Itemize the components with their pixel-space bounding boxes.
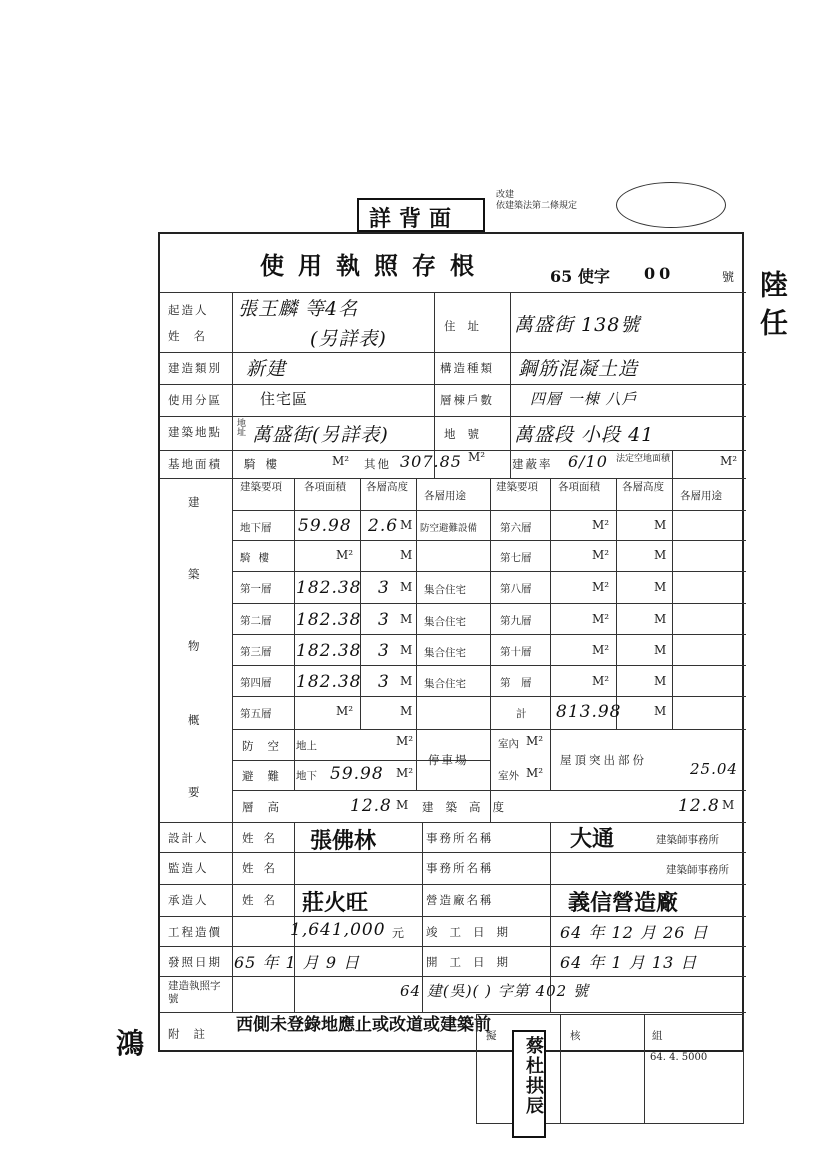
floor-label-f6: 第六層 <box>500 522 532 534</box>
overview-c1: 建 <box>188 495 202 509</box>
use-header-2: 各層用途 <box>680 490 722 502</box>
back-side-stamp <box>357 198 485 232</box>
indoor-label: 室內 <box>498 738 519 750</box>
f10-area-unit: M² <box>592 643 610 657</box>
arcade-area-unit: M² <box>336 548 354 562</box>
outdoor-label: 室外 <box>498 770 519 782</box>
legal-open-space-label: 法定空地面積 <box>616 454 671 464</box>
top-right-oval-stamp <box>616 182 726 228</box>
f3-height-unit: M <box>400 643 413 657</box>
total-area: 813.98 <box>556 702 622 722</box>
floor-ht-value: 12.8 <box>350 796 392 816</box>
top-right-note-a: 改建 <box>496 190 515 200</box>
margin-handwriting: 鴻 <box>116 1027 145 1060</box>
floor-label-f1: 第一層 <box>240 583 272 595</box>
floor-ht-label: 層高 <box>242 800 293 814</box>
basement-height: 2.6 <box>368 516 399 536</box>
floor-ht-unit: M <box>396 798 409 812</box>
indoor-unit: M² <box>526 734 544 748</box>
f6-area-unit: M² <box>592 518 610 532</box>
floor-label-f5: 第五層 <box>240 708 272 720</box>
use-zone-label: 使用分區 <box>168 393 222 407</box>
area-header-2: 各項面積 <box>558 481 600 493</box>
floors-units-value: 四層 一棟 八戶 <box>530 390 638 408</box>
f1-use: 集合住宅 <box>424 584 466 596</box>
land-no-small-label: 地址 <box>235 418 245 436</box>
basement-use: 防空避難設備 <box>420 523 478 534</box>
f1-height: 3 <box>378 578 390 598</box>
overview-c5: 要 <box>188 785 202 799</box>
cost-label: 工程造價 <box>168 925 222 939</box>
address-label: 住址 <box>444 319 491 333</box>
below-ground-area: 59.98 <box>330 764 384 784</box>
designer-office-label: 事務所名稱 <box>426 831 494 845</box>
contractor-firm-label: 營造廠名稱 <box>426 893 494 907</box>
permit-form <box>158 232 744 1052</box>
permit-ref-label: 建造執照字號 <box>168 980 221 1005</box>
below-ground-label: 地下 <box>296 770 317 782</box>
lot-no-label: 地號 <box>444 427 491 441</box>
f3-use: 集合住宅 <box>424 647 466 659</box>
fx-area-unit: M² <box>592 674 610 688</box>
f3-area: 182.38 <box>296 641 362 661</box>
coverage-ratio-label: 建蔽率 <box>512 457 553 471</box>
f5-area-unit: M² <box>336 704 354 718</box>
floor-label-arcade: 騎樓 <box>240 552 277 564</box>
floor-label-f4: 第四層 <box>240 677 272 689</box>
height-header: 各層高度 <box>366 481 408 493</box>
f3-height: 3 <box>378 641 390 661</box>
f7-area-unit: M² <box>592 548 610 562</box>
contractor-name-label: 姓名 <box>242 893 285 907</box>
building-height-label: 建築高度 <box>422 800 516 814</box>
building-height-value: 12.8 <box>678 796 720 816</box>
f2-height-unit: M <box>400 612 413 626</box>
cost-unit: 元 <box>392 926 405 940</box>
designer-arch-office: 建築師事務所 <box>656 834 719 846</box>
roof-protrusion-label: 屋頂突出部份 <box>560 753 647 767</box>
f10-height-unit: M <box>654 643 667 657</box>
remarks-value: 西側未登錄地應止或改道或建築前 <box>236 1015 491 1035</box>
stamp-label-review: 核 <box>570 1030 581 1042</box>
use-header: 各層用途 <box>424 490 466 502</box>
f2-use: 集合住宅 <box>424 616 466 628</box>
site-location-label: 建築地點 <box>168 425 222 439</box>
floor-label-f10: 第十層 <box>500 646 532 658</box>
contractor-firm: 義信營造廠 <box>568 890 679 916</box>
contractor-label: 承造人 <box>168 893 209 907</box>
area-header: 各項面積 <box>304 481 346 493</box>
other-unit: M² <box>468 450 486 464</box>
supervisor-name-label: 姓名 <box>242 861 285 875</box>
stamp-label-draft: 擬 <box>486 1030 497 1042</box>
applicant-name: 張王麟 等4名 <box>238 298 359 320</box>
designer-label: 設計人 <box>168 831 209 845</box>
outdoor-unit: M² <box>526 766 544 780</box>
supervisor-arch-office: 建築師事務所 <box>666 864 729 876</box>
structure-type-value: 鋼筋混凝土造 <box>518 358 639 380</box>
permit-ref-value: 64 建(吳)( ) 字第 402 號 <box>400 982 589 1000</box>
roof-protrusion-value: 25.04 <box>690 760 738 778</box>
f9-height-unit: M <box>654 612 667 626</box>
bld-item-header-2: 建築要項 <box>496 481 538 493</box>
use-zone-value: 住宅區 <box>260 390 309 408</box>
overview-c4: 概 <box>188 713 202 727</box>
f4-height: 3 <box>378 672 390 692</box>
above-ground-label: 地上 <box>296 740 317 752</box>
f4-area: 182.38 <box>296 672 362 692</box>
page-edge-text: 陸任 <box>756 270 789 346</box>
arcade-label: 騎樓 <box>244 457 287 471</box>
f2-height: 3 <box>378 610 390 630</box>
applicant-name-label: 姓名 <box>168 329 219 343</box>
fx-height-unit: M <box>654 674 667 688</box>
issue-value: 65 年 1 月 9 日 <box>234 953 361 972</box>
floor-label-b1: 地下層 <box>240 522 272 534</box>
evacuation-label: 避難 <box>242 769 293 783</box>
air-defense-label: 防空 <box>242 739 293 753</box>
lot-no-value: 萬盛段 小段 41 <box>514 424 655 446</box>
back-side-stamp-text: 詳背面 <box>369 206 460 232</box>
legal-open-space-unit: M² <box>720 454 738 468</box>
f8-height-unit: M <box>654 580 667 594</box>
overview-c2: 築 <box>188 567 202 581</box>
stamp-date: 64. 4. 5000 <box>650 1052 708 1063</box>
f2-area: 182.38 <box>296 610 362 630</box>
coverage-ratio-value: 6/10 <box>568 452 608 471</box>
start-value: 64 年 1 月 13 日 <box>560 953 698 972</box>
supervisor-label: 監造人 <box>168 861 209 875</box>
f1-height-unit: M <box>400 580 413 594</box>
building-height-unit: M <box>722 798 735 812</box>
stamp-label-section: 組 <box>652 1030 663 1042</box>
cost-value: 1,641,000 <box>290 920 386 940</box>
f1-area: 182.38 <box>296 578 362 598</box>
applicant-label: 起造人 <box>168 303 209 317</box>
f8-area-unit: M² <box>592 580 610 594</box>
arcade-unit: M² <box>332 454 350 468</box>
chief-seal <box>512 1030 546 1138</box>
site-location-value: 萬盛街(另詳表) <box>252 424 389 446</box>
f4-height-unit: M <box>400 674 413 688</box>
f7-height-unit: M <box>654 548 667 562</box>
permit-number: 00 <box>644 264 675 283</box>
floor-label-total: 計 <box>516 708 527 720</box>
permit-number-prefix: 65 使字 <box>550 267 610 286</box>
f9-area-unit: M² <box>592 612 610 626</box>
supervisor-office-label: 事務所名稱 <box>426 861 494 875</box>
address-value: 萬盛街 138號 <box>514 314 641 336</box>
floor-label-f3: 第三層 <box>240 646 272 658</box>
designer-office: 大通 <box>570 826 615 852</box>
other-area-value: 307.85 <box>400 452 462 471</box>
form-title: 使用執照存根 <box>260 251 488 280</box>
total-height-unit: M <box>654 704 667 718</box>
arcade-height-unit: M <box>400 548 413 562</box>
floor-label-f8: 第八層 <box>500 583 532 595</box>
above-ground-unit: M² <box>396 734 414 748</box>
issue-label: 發照日期 <box>168 955 222 969</box>
f4-use: 集合住宅 <box>424 678 466 690</box>
build-category-value: 新建 <box>246 358 287 380</box>
parking-label: 停車場 <box>428 753 469 767</box>
below-ground-unit: M² <box>396 766 414 780</box>
f6-height-unit: M <box>654 518 667 532</box>
floor-label-f9: 第九層 <box>500 615 532 627</box>
structure-type-label: 構造種類 <box>440 361 494 375</box>
build-category-label: 建造類別 <box>168 361 222 375</box>
f5-height-unit: M <box>400 704 413 718</box>
start-label: 開工日期 <box>426 955 520 969</box>
top-right-note <box>496 190 614 230</box>
designer-name: 張佛林 <box>310 828 377 854</box>
floor-label-fx: 第 層 <box>500 677 532 689</box>
basement-area: 59.98 <box>298 516 352 536</box>
completion-label: 竣工日期 <box>426 925 520 939</box>
designer-name-label: 姓名 <box>242 831 285 845</box>
bld-item-header: 建築要項 <box>240 481 282 493</box>
floor-label-f7: 第七層 <box>500 552 532 564</box>
contractor-name: 莊火旺 <box>302 890 369 916</box>
permit-number-suffix: 號 <box>722 270 735 284</box>
floor-label-f2: 第二層 <box>240 615 272 627</box>
basement-height-unit: M <box>400 518 413 532</box>
chief-seal-text: 蔡杜拱辰 <box>523 1036 544 1116</box>
completion-value: 64 年 12 月 26 日 <box>560 923 709 942</box>
remarks-label: 附註 <box>168 1027 219 1041</box>
floors-units-label: 層棟戶數 <box>440 393 494 407</box>
base-area-label: 基地面積 <box>168 457 222 471</box>
other-label: 其他 <box>364 457 391 471</box>
overview-c3: 物 <box>188 639 202 653</box>
top-right-note-b: 依建築法第二條規定 <box>496 201 578 211</box>
applicant-note: (另詳表) <box>310 328 387 350</box>
height-header-2: 各層高度 <box>622 481 664 493</box>
